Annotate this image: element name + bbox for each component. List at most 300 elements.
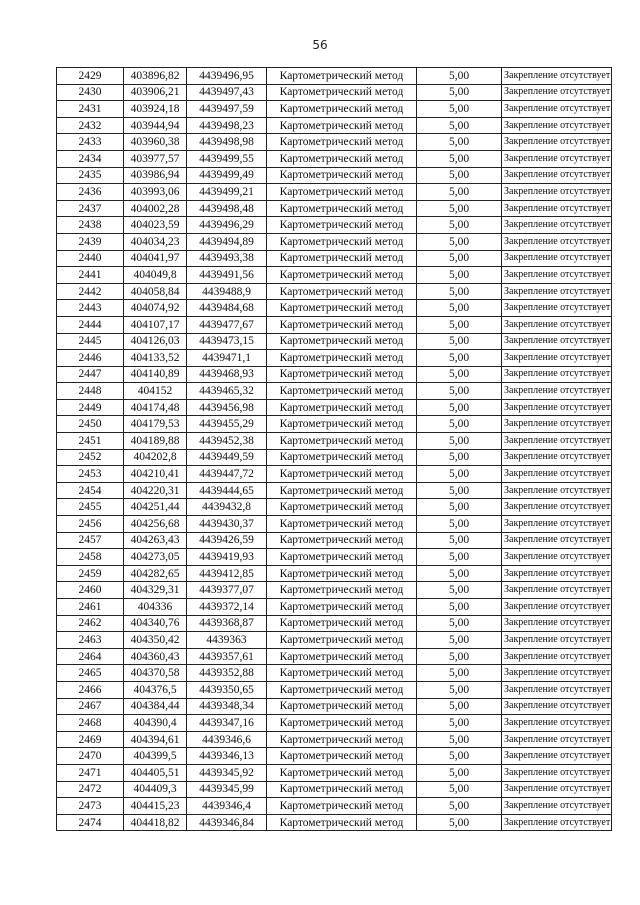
fixation-cell: Закрепление отсутствует: [502, 233, 612, 250]
error-cell: 5,00: [417, 466, 502, 483]
method-cell: Картометрический метод: [267, 715, 417, 732]
x-coordinate-cell: 404126,03: [124, 333, 187, 350]
x-coordinate-cell: 404074,92: [124, 300, 187, 317]
table-row: [57, 681, 612, 698]
y-coordinate-cell: 4439471,1: [187, 350, 267, 367]
y-coordinate-cell: 4439498,23: [187, 117, 267, 134]
fixation-cell: Закрепление отсутствует: [502, 84, 612, 101]
method-cell: Картометрический метод: [267, 333, 417, 350]
x-coordinate-cell: 404350,42: [124, 632, 187, 649]
error-cell: 5,00: [417, 267, 502, 284]
method-cell: Картометрический метод: [267, 350, 417, 367]
table-row: [57, 781, 612, 798]
method-cell: Картометрический метод: [267, 482, 417, 499]
table-row: [57, 599, 612, 616]
x-coordinate-cell: 404041,97: [124, 250, 187, 267]
fixation-cell: Закрепление отсутствует: [502, 200, 612, 217]
table-row: [57, 632, 612, 649]
y-coordinate-cell: 4439348,34: [187, 698, 267, 715]
method-cell: Картометрический метод: [267, 167, 417, 184]
method-cell: Картометрический метод: [267, 748, 417, 765]
x-coordinate-cell: 404202,8: [124, 449, 187, 466]
table-row: [57, 399, 612, 416]
error-cell: 5,00: [417, 233, 502, 250]
y-coordinate-cell: 4439346,4: [187, 798, 267, 815]
method-cell: Картометрический метод: [267, 582, 417, 599]
error-cell: 5,00: [417, 599, 502, 616]
x-coordinate-cell: 404210,41: [124, 466, 187, 483]
y-coordinate-cell: 4439345,92: [187, 764, 267, 781]
method-cell: Картометрический метод: [267, 731, 417, 748]
y-coordinate-cell: 4439496,95: [187, 68, 267, 85]
method-cell: Картометрический метод: [267, 499, 417, 516]
x-coordinate-cell: 404179,53: [124, 416, 187, 433]
fixation-cell: Закрепление отсутствует: [502, 68, 612, 85]
error-cell: 5,00: [417, 798, 502, 815]
point-number-cell: 2431: [57, 101, 124, 118]
table-row: [57, 466, 612, 483]
method-cell: Картометрический метод: [267, 200, 417, 217]
table-row: [57, 233, 612, 250]
x-coordinate-cell: 403896,82: [124, 68, 187, 85]
table-row: [57, 748, 612, 765]
fixation-cell: Закрепление отсутствует: [502, 516, 612, 533]
method-cell: Картометрический метод: [267, 316, 417, 333]
y-coordinate-cell: 4439447,72: [187, 466, 267, 483]
y-coordinate-cell: 4439456,98: [187, 399, 267, 416]
x-coordinate-cell: 404189,88: [124, 433, 187, 450]
error-cell: 5,00: [417, 433, 502, 450]
table-row: [57, 84, 612, 101]
y-coordinate-cell: 4439412,85: [187, 565, 267, 582]
y-coordinate-cell: 4439468,93: [187, 366, 267, 383]
y-coordinate-cell: 4439496,29: [187, 217, 267, 234]
error-cell: 5,00: [417, 383, 502, 400]
y-coordinate-cell: 4439419,93: [187, 549, 267, 566]
fixation-cell: Закрепление отсутствует: [502, 549, 612, 566]
fixation-cell: Закрепление отсутствует: [502, 681, 612, 698]
point-number-cell: 2456: [57, 516, 124, 533]
table-row: [57, 267, 612, 284]
method-cell: Картометрический метод: [267, 781, 417, 798]
point-number-cell: 2433: [57, 134, 124, 151]
error-cell: 5,00: [417, 300, 502, 317]
point-number-cell: 2441: [57, 267, 124, 284]
point-number-cell: 2460: [57, 582, 124, 599]
error-cell: 5,00: [417, 499, 502, 516]
table-row: [57, 283, 612, 300]
y-coordinate-cell: 4439477,67: [187, 316, 267, 333]
error-cell: 5,00: [417, 781, 502, 798]
method-cell: Картометрический метод: [267, 698, 417, 715]
x-coordinate-cell: 404263,43: [124, 532, 187, 549]
table-row: [57, 499, 612, 516]
y-coordinate-cell: 4439368,87: [187, 615, 267, 632]
x-coordinate-cell: 404405,51: [124, 764, 187, 781]
point-number-cell: 2449: [57, 399, 124, 416]
error-cell: 5,00: [417, 731, 502, 748]
fixation-cell: Закрепление отсутствует: [502, 150, 612, 167]
point-number-cell: 2462: [57, 615, 124, 632]
method-cell: Картометрический метод: [267, 267, 417, 284]
y-coordinate-cell: 4439497,43: [187, 84, 267, 101]
point-number-cell: 2443: [57, 300, 124, 317]
point-number-cell: 2442: [57, 283, 124, 300]
error-cell: 5,00: [417, 167, 502, 184]
method-cell: Картометрический метод: [267, 101, 417, 118]
error-cell: 5,00: [417, 715, 502, 732]
y-coordinate-cell: 4439497,59: [187, 101, 267, 118]
error-cell: 5,00: [417, 748, 502, 765]
error-cell: 5,00: [417, 549, 502, 566]
x-coordinate-cell: 404107,17: [124, 316, 187, 333]
method-cell: Картометрический метод: [267, 184, 417, 201]
point-number-cell: 2435: [57, 167, 124, 184]
error-cell: 5,00: [417, 516, 502, 533]
x-coordinate-cell: 404034,23: [124, 233, 187, 250]
y-coordinate-cell: 4439465,32: [187, 383, 267, 400]
fixation-cell: Закрепление отсутствует: [502, 565, 612, 582]
table-row: [57, 798, 612, 815]
x-coordinate-cell: 404058,84: [124, 283, 187, 300]
fixation-cell: Закрепление отсутствует: [502, 781, 612, 798]
table-row: [57, 665, 612, 682]
x-coordinate-cell: 403906,21: [124, 84, 187, 101]
table-row: [57, 516, 612, 533]
table-row: [57, 333, 612, 350]
y-coordinate-cell: 4439493,38: [187, 250, 267, 267]
error-cell: 5,00: [417, 615, 502, 632]
table-row: [57, 549, 612, 566]
y-coordinate-cell: 4439499,49: [187, 167, 267, 184]
error-cell: 5,00: [417, 350, 502, 367]
error-cell: 5,00: [417, 101, 502, 118]
point-number-cell: 2468: [57, 715, 124, 732]
point-number-cell: 2463: [57, 632, 124, 649]
x-coordinate-cell: 404174,48: [124, 399, 187, 416]
method-cell: Картометрический метод: [267, 565, 417, 582]
method-cell: Картометрический метод: [267, 68, 417, 85]
fixation-cell: Закрепление отсутствует: [502, 134, 612, 151]
method-cell: Картометрический метод: [267, 217, 417, 234]
fixation-cell: Закрепление отсутствует: [502, 466, 612, 483]
coordinates-table-body: [57, 68, 612, 831]
fixation-cell: Закрепление отсутствует: [502, 416, 612, 433]
table-row: [57, 698, 612, 715]
point-number-cell: 2470: [57, 748, 124, 765]
x-coordinate-cell: 404152: [124, 383, 187, 400]
table-row: [57, 184, 612, 201]
table-row: [57, 814, 612, 831]
error-cell: 5,00: [417, 217, 502, 234]
error-cell: 5,00: [417, 283, 502, 300]
fixation-cell: Закрепление отсутствует: [502, 532, 612, 549]
y-coordinate-cell: 4439444,65: [187, 482, 267, 499]
error-cell: 5,00: [417, 399, 502, 416]
fixation-cell: Закрепление отсутствует: [502, 748, 612, 765]
fixation-cell: Закрепление отсутствует: [502, 632, 612, 649]
y-coordinate-cell: 4439345,99: [187, 781, 267, 798]
point-number-cell: 2445: [57, 333, 124, 350]
fixation-cell: Закрепление отсутствует: [502, 433, 612, 450]
y-coordinate-cell: 4439372,14: [187, 599, 267, 616]
y-coordinate-cell: 4439346,13: [187, 748, 267, 765]
method-cell: Картометрический метод: [267, 632, 417, 649]
table-row: [57, 715, 612, 732]
x-coordinate-cell: 404049,8: [124, 267, 187, 284]
page-number: 56: [312, 38, 328, 52]
fixation-cell: Закрепление отсутствует: [502, 383, 612, 400]
method-cell: Картометрический метод: [267, 599, 417, 616]
point-number-cell: 2454: [57, 482, 124, 499]
method-cell: Картометрический метод: [267, 449, 417, 466]
point-number-cell: 2444: [57, 316, 124, 333]
table-row: [57, 433, 612, 450]
y-coordinate-cell: 4439494,89: [187, 233, 267, 250]
error-cell: 5,00: [417, 117, 502, 134]
point-number-cell: 2447: [57, 366, 124, 383]
method-cell: Картометрический метод: [267, 383, 417, 400]
error-cell: 5,00: [417, 582, 502, 599]
table-row: [57, 316, 612, 333]
x-coordinate-cell: 404220,31: [124, 482, 187, 499]
x-coordinate-cell: 404415,23: [124, 798, 187, 815]
method-cell: Картометрический метод: [267, 532, 417, 549]
y-coordinate-cell: 4439430,37: [187, 516, 267, 533]
method-cell: Картометрический метод: [267, 764, 417, 781]
point-number-cell: 2472: [57, 781, 124, 798]
x-coordinate-cell: 404273,05: [124, 549, 187, 566]
point-number-cell: 2429: [57, 68, 124, 85]
y-coordinate-cell: 4439347,16: [187, 715, 267, 732]
y-coordinate-cell: 4439346,6: [187, 731, 267, 748]
y-coordinate-cell: 4439363: [187, 632, 267, 649]
method-cell: Картометрический метод: [267, 134, 417, 151]
table-row: [57, 366, 612, 383]
fixation-cell: Закрепление отсутствует: [502, 599, 612, 616]
method-cell: Картометрический метод: [267, 665, 417, 682]
y-coordinate-cell: 4439352,88: [187, 665, 267, 682]
point-number-cell: 2430: [57, 84, 124, 101]
y-coordinate-cell: 4439499,55: [187, 150, 267, 167]
table-row: [57, 383, 612, 400]
table-row: [57, 615, 612, 632]
method-cell: Картометрический метод: [267, 300, 417, 317]
x-coordinate-cell: 404336: [124, 599, 187, 616]
point-number-cell: 2467: [57, 698, 124, 715]
y-coordinate-cell: 4439499,21: [187, 184, 267, 201]
table-row: [57, 449, 612, 466]
fixation-cell: Закрепление отсутствует: [502, 648, 612, 665]
fixation-cell: Закрепление отсутствует: [502, 184, 612, 201]
x-coordinate-cell: 404360,43: [124, 648, 187, 665]
table-row: [57, 416, 612, 433]
fixation-cell: Закрепление отсутствует: [502, 798, 612, 815]
table-row: [57, 200, 612, 217]
method-cell: Картометрический метод: [267, 283, 417, 300]
table-row: [57, 764, 612, 781]
point-number-cell: 2464: [57, 648, 124, 665]
error-cell: 5,00: [417, 366, 502, 383]
fixation-cell: Закрепление отсутствует: [502, 399, 612, 416]
error-cell: 5,00: [417, 150, 502, 167]
point-number-cell: 2471: [57, 764, 124, 781]
point-number-cell: 2448: [57, 383, 124, 400]
table-row: [57, 648, 612, 665]
method-cell: Картометрический метод: [267, 399, 417, 416]
point-number-cell: 2473: [57, 798, 124, 815]
fixation-cell: Закрепление отсутствует: [502, 217, 612, 234]
y-coordinate-cell: 4439346,84: [187, 814, 267, 831]
x-coordinate-cell: 403924,18: [124, 101, 187, 118]
error-cell: 5,00: [417, 134, 502, 151]
point-number-cell: 2459: [57, 565, 124, 582]
point-number-cell: 2432: [57, 117, 124, 134]
method-cell: Картометрический метод: [267, 416, 417, 433]
fixation-cell: Закрепление отсутствует: [502, 366, 612, 383]
fixation-cell: Закрепление отсутствует: [502, 101, 612, 118]
method-cell: Картометрический метод: [267, 798, 417, 815]
point-number-cell: 2440: [57, 250, 124, 267]
table-row: [57, 134, 612, 151]
fixation-cell: Закрепление отсутствует: [502, 250, 612, 267]
error-cell: 5,00: [417, 68, 502, 85]
method-cell: Картометрический метод: [267, 366, 417, 383]
y-coordinate-cell: 4439491,56: [187, 267, 267, 284]
table-row: [57, 167, 612, 184]
point-number-cell: 2437: [57, 200, 124, 217]
point-number-cell: 2474: [57, 814, 124, 831]
x-coordinate-cell: 404329,31: [124, 582, 187, 599]
method-cell: Картометрический метод: [267, 250, 417, 267]
point-number-cell: 2451: [57, 433, 124, 450]
fixation-cell: Закрепление отсутствует: [502, 449, 612, 466]
y-coordinate-cell: 4439498,98: [187, 134, 267, 151]
y-coordinate-cell: 4439455,29: [187, 416, 267, 433]
error-cell: 5,00: [417, 416, 502, 433]
fixation-cell: Закрепление отсутствует: [502, 482, 612, 499]
y-coordinate-cell: 4439449,59: [187, 449, 267, 466]
fixation-cell: Закрепление отсутствует: [502, 333, 612, 350]
method-cell: Картометрический метод: [267, 233, 417, 250]
x-coordinate-cell: 403993,06: [124, 184, 187, 201]
x-coordinate-cell: 404256,68: [124, 516, 187, 533]
table-row: [57, 482, 612, 499]
method-cell: Картометрический метод: [267, 814, 417, 831]
point-number-cell: 2457: [57, 532, 124, 549]
fixation-cell: Закрепление отсутствует: [502, 698, 612, 715]
point-number-cell: 2469: [57, 731, 124, 748]
x-coordinate-cell: 404394,61: [124, 731, 187, 748]
error-cell: 5,00: [417, 632, 502, 649]
y-coordinate-cell: 4439350,65: [187, 681, 267, 698]
point-number-cell: 2458: [57, 549, 124, 566]
table-row: [57, 101, 612, 118]
y-coordinate-cell: 4439357,61: [187, 648, 267, 665]
fixation-cell: Закрепление отсутствует: [502, 117, 612, 134]
x-coordinate-cell: 404376,5: [124, 681, 187, 698]
point-number-cell: 2453: [57, 466, 124, 483]
error-cell: 5,00: [417, 316, 502, 333]
error-cell: 5,00: [417, 532, 502, 549]
point-number-cell: 2450: [57, 416, 124, 433]
fixation-cell: Закрепление отсутствует: [502, 582, 612, 599]
error-cell: 5,00: [417, 184, 502, 201]
fixation-cell: Закрепление отсутствует: [502, 499, 612, 516]
fixation-cell: Закрепление отсутствует: [502, 350, 612, 367]
fixation-cell: Закрепление отсутствует: [502, 316, 612, 333]
x-coordinate-cell: 404409,3: [124, 781, 187, 798]
point-number-cell: 2438: [57, 217, 124, 234]
y-coordinate-cell: 4439498,48: [187, 200, 267, 217]
x-coordinate-cell: 403960,38: [124, 134, 187, 151]
method-cell: Картометрический метод: [267, 549, 417, 566]
x-coordinate-cell: 404399,5: [124, 748, 187, 765]
x-coordinate-cell: 404418,82: [124, 814, 187, 831]
fixation-cell: Закрепление отсутствует: [502, 283, 612, 300]
coordinates-table: [56, 67, 612, 831]
x-coordinate-cell: 404002,28: [124, 200, 187, 217]
y-coordinate-cell: 4439452,38: [187, 433, 267, 450]
y-coordinate-cell: 4439426,59: [187, 532, 267, 549]
error-cell: 5,00: [417, 482, 502, 499]
error-cell: 5,00: [417, 200, 502, 217]
x-coordinate-cell: 404023,59: [124, 217, 187, 234]
method-cell: Картометрический метод: [267, 117, 417, 134]
table-row: [57, 217, 612, 234]
y-coordinate-cell: 4439484,68: [187, 300, 267, 317]
point-number-cell: 2439: [57, 233, 124, 250]
point-number-cell: 2455: [57, 499, 124, 516]
table-row: [57, 565, 612, 582]
table-row: [57, 532, 612, 549]
y-coordinate-cell: 4439432,8: [187, 499, 267, 516]
table-row: [57, 68, 612, 85]
fixation-cell: Закрепление отсутствует: [502, 615, 612, 632]
error-cell: 5,00: [417, 648, 502, 665]
point-number-cell: 2465: [57, 665, 124, 682]
error-cell: 5,00: [417, 565, 502, 582]
error-cell: 5,00: [417, 698, 502, 715]
table-row: [57, 350, 612, 367]
point-number-cell: 2461: [57, 599, 124, 616]
error-cell: 5,00: [417, 333, 502, 350]
error-cell: 5,00: [417, 681, 502, 698]
method-cell: Картометрический метод: [267, 615, 417, 632]
fixation-cell: Закрепление отсутствует: [502, 167, 612, 184]
method-cell: Картометрический метод: [267, 516, 417, 533]
method-cell: Картометрический метод: [267, 681, 417, 698]
table-row: [57, 582, 612, 599]
table-row: [57, 300, 612, 317]
fixation-cell: Закрепление отсутствует: [502, 764, 612, 781]
x-coordinate-cell: 404384,44: [124, 698, 187, 715]
x-coordinate-cell: 403986,94: [124, 167, 187, 184]
method-cell: Картометрический метод: [267, 84, 417, 101]
x-coordinate-cell: 404340,76: [124, 615, 187, 632]
fixation-cell: Закрепление отсутствует: [502, 267, 612, 284]
fixation-cell: Закрепление отсутствует: [502, 665, 612, 682]
error-cell: 5,00: [417, 84, 502, 101]
point-number-cell: 2434: [57, 150, 124, 167]
method-cell: Картометрический метод: [267, 433, 417, 450]
x-coordinate-cell: 403944,94: [124, 117, 187, 134]
fixation-cell: Закрепление отсутствует: [502, 715, 612, 732]
point-number-cell: 2466: [57, 681, 124, 698]
table-row: [57, 731, 612, 748]
error-cell: 5,00: [417, 665, 502, 682]
x-coordinate-cell: 404140,89: [124, 366, 187, 383]
